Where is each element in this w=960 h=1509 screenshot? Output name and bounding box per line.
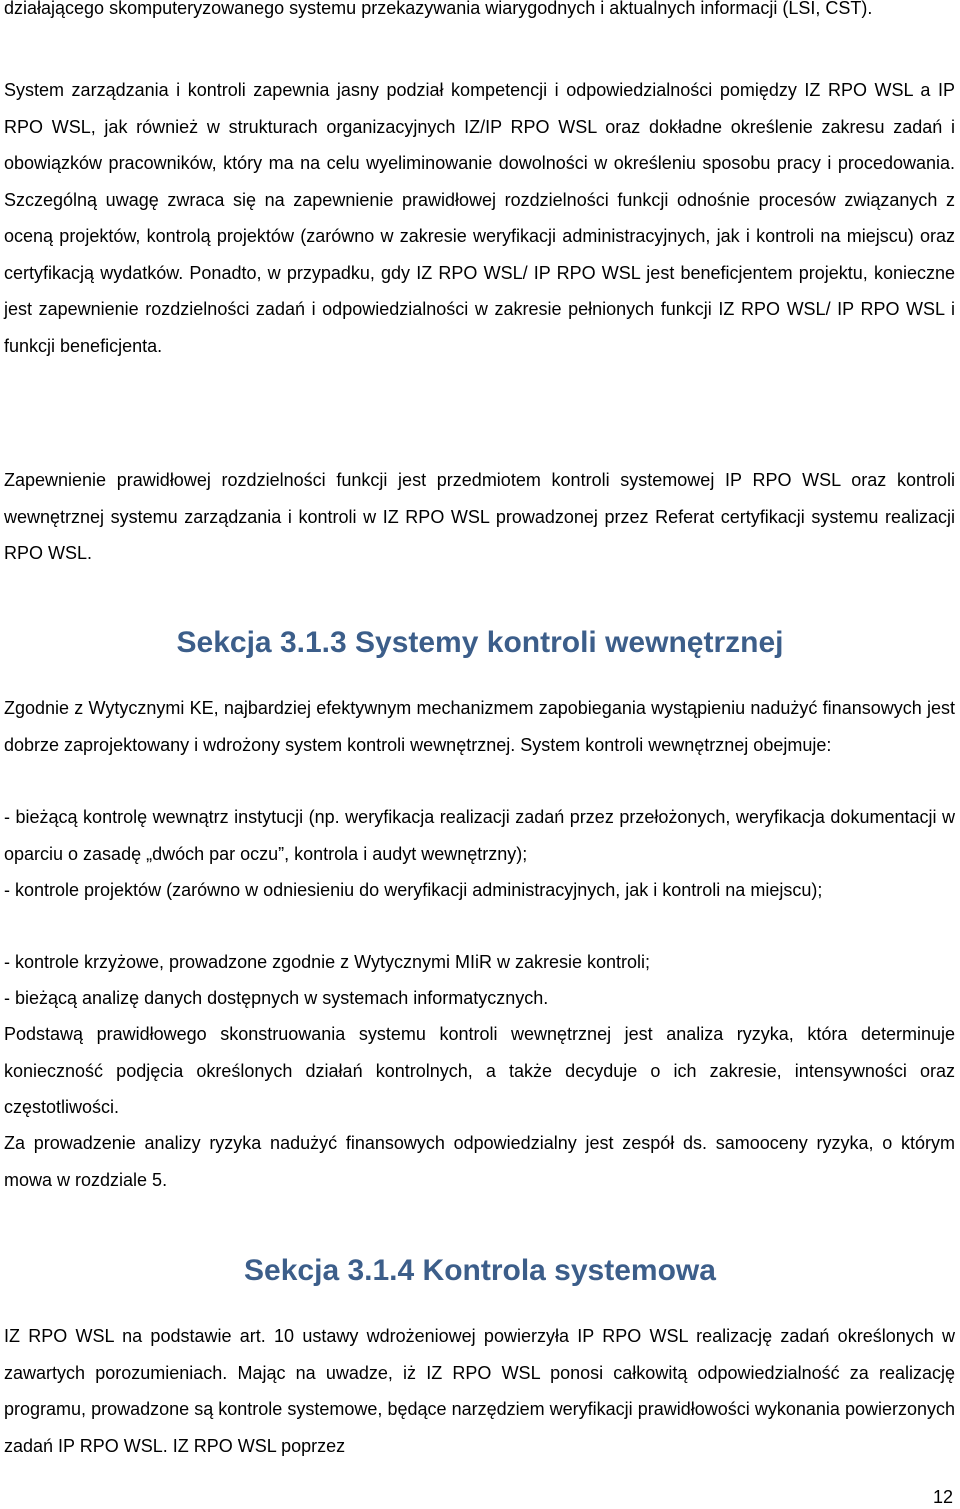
list-item-data-analysis: - bieżącą analizę danych dostępnych w systemach informatycznych. (4, 988, 549, 1008)
list-item-cross-controls: - kontrole krzyżowe, prowadzone zgodnie z Wytycznymi MIiR w zakresie kontroli; (4, 952, 651, 972)
paragraph-risk-team: Za prowadzenie analizy ryzyka nadużyć finansowych odpowiedzialny jest zespół ds. samooceny ryzyka, o którym mowa w rozdziale 5. (4, 1133, 955, 1190)
paragraph-separation-control: Zapewnienie prawidłowej rozdzielności funkcji jest przedmiotem kontroli systemowej IP RPO WSL oraz kontroli wewnętrznej systemu zarządzania i kontroli w IZ RPO WSL prowadzonej przez Referat certyfikacji systemu realizacji RPO WSL. (4, 470, 955, 563)
section-heading-3-1-4: Sekcja 3.1.4 Kontrola systemowa (244, 1254, 716, 1287)
paragraph-risk-analysis: Podstawą prawidłowego skonstruowania systemu kontroli wewnętrznej jest analiza ryzyka, która determinuje konieczność podjęcia określonych działań kontrolnych, a także decyduje o ich zakresie, intensywności oraz częstotliwości. (4, 1024, 955, 1117)
page-number: 12 (932, 1487, 953, 1507)
paragraph-internal-control: Zgodnie z Wytycznymi KE, najbardziej efektywnym mechanizmem zapobiegania wystąpieniu nadużyć finansowych jest dobrze zaprojektowany i wdrożony system kontroli wewnętrznej. System kontroli wewnętrznej obejmuje: (4, 698, 955, 755)
list-item-current-control: - bieżącą kontrolę wewnątrz instytucji (np. weryfikacja realizacji zadań przez przełożonych, weryfikacja dokumentacji w oparciu o zasadę „dwóch par oczu”, kontrola i audyt wewnętrzny); (4, 807, 955, 864)
paragraph-management-system: System zarządzania i kontroli zapewnia jasny podział kompetencji i odpowiedzialności pomiędzy IZ RPO WSL a IP RPO WSL, jak również w strukturach organizacyjnych IZ/IP RPO WSL oraz dokładne określenie zakresu zadań i obowiązków pracowników, który ma na celu wyeliminowanie dowolności w określeniu sposobu pracy i procedowania. Szczególną uwagę zwraca się na zapewnienie prawidłowej rozdzielności funkcji odnośnie procesów związanych z oceną projektów, kontrolą projektów (zarówno w zakresie weryfikacji administracyjnych, jak i kontroli na miejscu) oraz certyfikacją wydatków. Ponadto, w przypadku, gdy IZ RPO WSL/ IP RPO WSL jest beneficjentem projektu, konieczne jest zapewnienie rozdzielności zadań i odpowiedzialności w zakresie pełnionych funkcji IZ RPO WSL/ IP RPO WSL i funkcji beneficjenta. (4, 80, 955, 356)
section-heading-3-1-3: Sekcja 3.1.3 Systemy kontroli wewnętrznej (176, 626, 784, 659)
paragraph-system-control: IZ RPO WSL na podstawie art. 10 ustawy wdrożeniowej powierzyła IP RPO WSL realizację zadań określonych w zawartych porozumieniach. Mając na uwadze, iż IZ RPO WSL ponosi całkowitą odpowiedzialność za realizację programu, prowadzone są kontrole systemowe, będące narzędziem weryfikacji prawidłowości wykonania powierzonych zadań IP RPO WSL. IZ RPO WSL poprzez (4, 1326, 955, 1456)
list-item-project-controls: - kontrole projektów (zarówno w odniesieniu do weryfikacji administracyjnych, jak i kontroli na miejscu); (4, 880, 823, 900)
paragraph-intro: działającego skomputeryzowanego systemu przekazywania wiarygodnych i aktualnych informacji (LSI, CST). (4, 0, 873, 18)
